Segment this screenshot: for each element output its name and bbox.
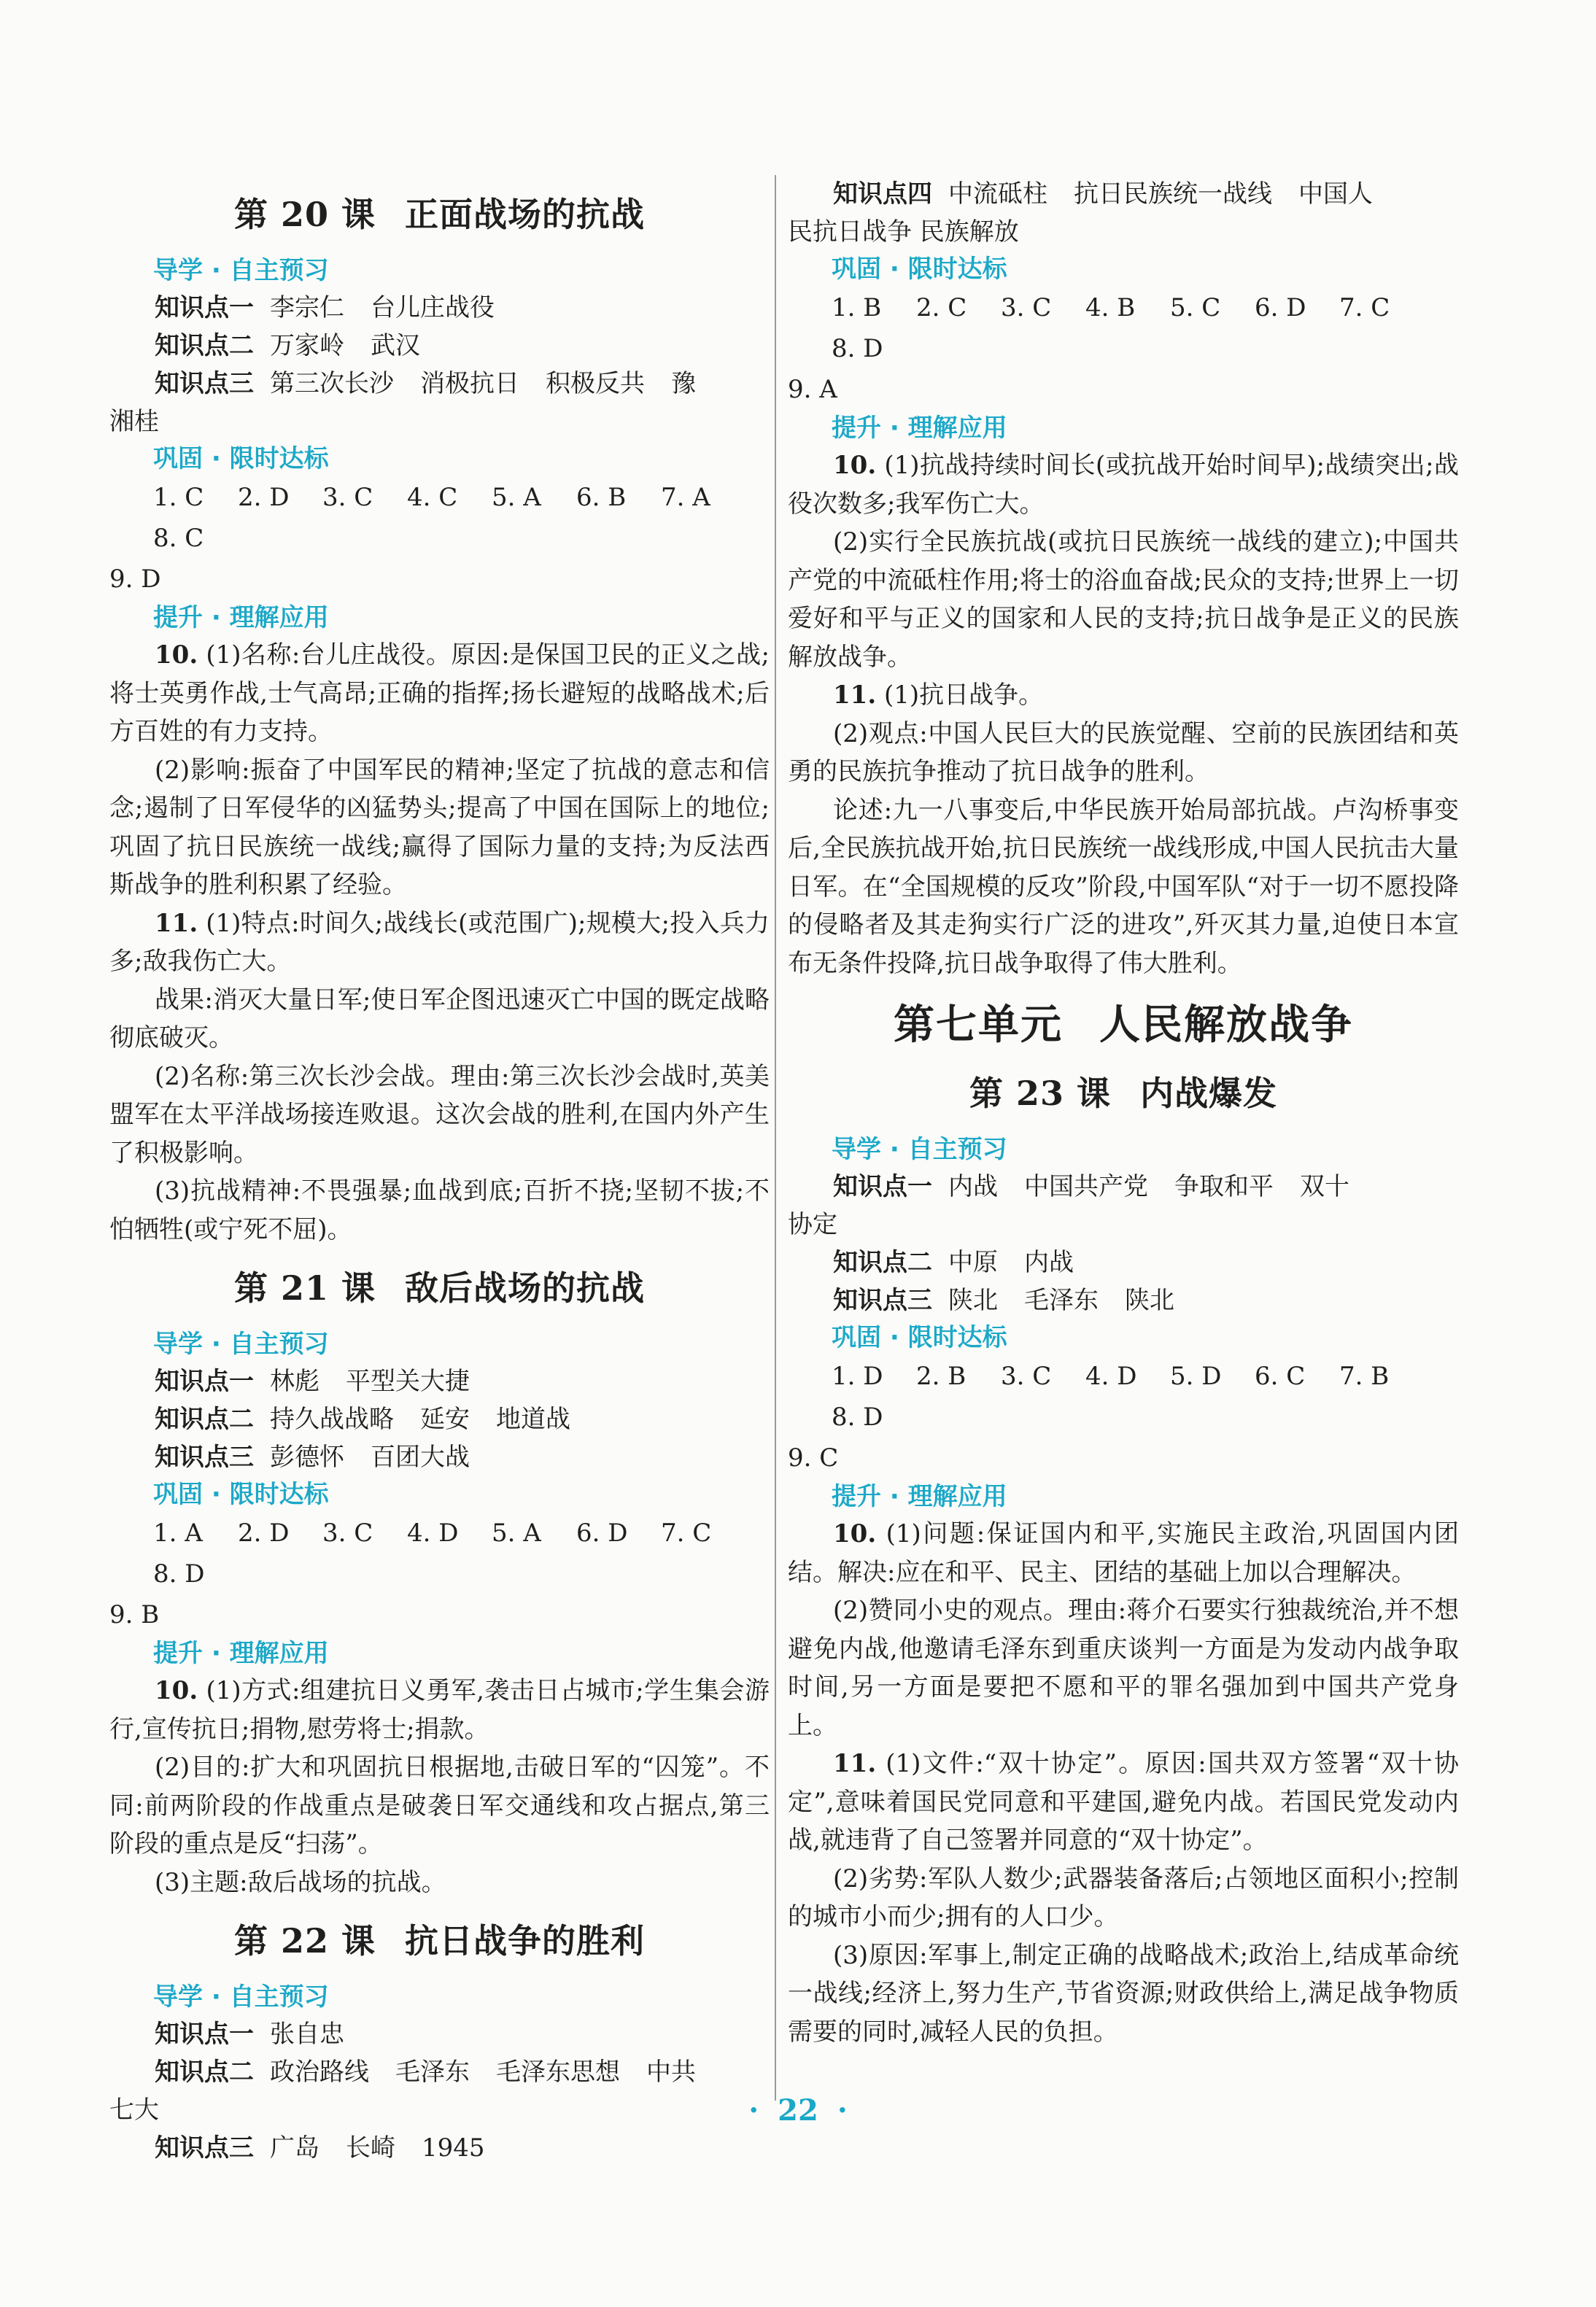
knowledge-point: 知识点二 政治路线 毛泽东 毛泽东思想 中共	[155, 2058, 696, 2087]
lesson-number: 第 20 课	[233, 195, 376, 234]
knowledge-point: 知识点二 持久战战略 延安 地道战	[155, 1405, 570, 1434]
knowledge-point-continued: 湘桂	[109, 407, 159, 436]
knowledge-point: 知识点三 广岛 长崎 1945	[155, 2133, 485, 2163]
answer-paragraph: (2)观点:中国人民巨大的民族觉醒、空前的民族团结和英勇的民族抗争推动了抗日战争的胜利。	[788, 718, 1459, 786]
answer-paragraph: 10. (1)问题:保证国内和平,实施民主政治,巩固国内团结。解决:应在和平、民主、团结的基础上加以合理解决。	[788, 1519, 1459, 1587]
section-guide: 导学 · 自主预习	[832, 1135, 1007, 1164]
section-improve: 提升 · 理解应用	[153, 1639, 329, 1668]
answer-row: 1. A 2. D 3. C 4. D 5. A 6. D 7. C8. D	[153, 1519, 712, 1589]
knowledge-point: 知识点三 第三次长沙 消极抗日 积极反共 豫	[155, 369, 696, 398]
answer-paragraph: (2)目的:扩大和巩固抗日根据地,击破日军的“囚笼”。不同:前两阶段的作战重点是破袭日军交通线和攻占据点,第三阶段的重点是反“扫荡”。	[109, 1753, 770, 1858]
answer-paragraph: (2)实行全民族抗战(或抗日民族统一战线的建立);中国共产党的中流砥柱作用;将士的浴血奋战;民众的支持;世界上一切爱好和平与正义的国家和人民的支持;抗日战争是正义的民族解放战争。	[788, 527, 1459, 672]
answer-paragraph: 战果:消灭大量日军;使日军企图迅速灭亡中国的既定战略彻底破灭。	[109, 985, 770, 1052]
section-improve: 提升 · 理解应用	[832, 1482, 1007, 1511]
answer-row: 1. D 2. B 3. C 4. D 5. D 6. C 7. B8. D	[832, 1362, 1390, 1432]
answer-paragraph: (2)赞同小史的观点。理由:蒋介石要实行独裁统治,并不想避免内战,他邀请毛泽东到重庆谈判一方面是为发动内战争取时间,另一方面是要把不愿和平的罪名强加到中国共产党身上。	[788, 1596, 1459, 1740]
section-improve: 提升 · 理解应用	[153, 603, 329, 632]
answer-row-last: 9. A	[788, 375, 837, 404]
answer-paragraph: (3)抗战精神:不畏强暴;血战到底;百折不挠;坚韧不拔;不怕牺牲(或宁死不屈)。	[109, 1176, 770, 1244]
lesson-number: 第 23 课	[969, 1074, 1112, 1113]
section-guide: 导学 · 自主预习	[153, 1982, 329, 2012]
lesson-name: 抗日战争的胜利	[405, 1921, 646, 1961]
answer-row-last: 9. B	[109, 1600, 160, 1629]
knowledge-point: 知识点四 中流砥柱 抗日民族统一战线 中国人	[833, 179, 1373, 209]
page-number: · 22 ·	[748, 2093, 848, 2128]
answer-paragraph: 11. (1)抗日战争。	[833, 681, 1044, 710]
left-column	[109, 175, 770, 2167]
lesson-20-title	[109, 191, 770, 238]
lesson-name: 正面战场的抗战	[405, 195, 646, 234]
knowledge-point: 知识点一 内战 中国共产党 争取和平 双十	[833, 1172, 1349, 1201]
lesson-name: 内战爆发	[1140, 1074, 1278, 1113]
unit-number: 第七单元	[894, 1001, 1063, 1049]
knowledge-point: 知识点一 李宗仁 台儿庄战役	[155, 293, 495, 322]
knowledge-point-continued: 民抗日战争 民族解放	[788, 217, 1019, 247]
answer-paragraph: 10. (1)方式:组建抗日义勇军,袭击日占城市;学生集会游行,宣传抗日;捐物,慰劳将士;捐款。	[109, 1676, 770, 1744]
answer-paragraph: (2)劣势:军队人数少;武器装备落后;占领地区面积小;控制的城市小而少;拥有的人口少。	[788, 1864, 1459, 1931]
knowledge-point-continued: 七大	[109, 2095, 159, 2125]
right-column	[788, 175, 1459, 2051]
knowledge-point: 知识点二 中原 内战	[833, 1248, 1074, 1277]
lesson-number: 第 22 课	[233, 1921, 376, 1961]
section-consolidate: 巩固 · 限时达标	[153, 1480, 329, 1509]
answer-paragraph: (2)名称:第三次长沙会战。理由:第三次长沙会战时,英美盟军在太平洋战场接连败退。这次会战的胜利,在国内外产生了积极影响。	[109, 1061, 770, 1168]
section-improve: 提升 · 理解应用	[832, 414, 1007, 443]
answer-row: 1. B 2. C 3. C 4. B 5. C 6. D 7. C8. D	[832, 293, 1390, 363]
answer-paragraph: (2)影响:振奋了中国军民的精神;坚定了抗战的意志和信念;遏制了日军侵华的凶猛势头;提高了中国在国际上的地位;巩固了抗日民族统一战线;赢得了国际力量的支持;为反法西斯战争的胜利积累了经验。	[109, 755, 770, 899]
lesson-22-title	[109, 1918, 770, 1964]
knowledge-point: 知识点三 陕北 毛泽东 陕北	[833, 1286, 1174, 1315]
knowledge-point: 知识点一 张自忠	[155, 2020, 344, 2049]
answer-paragraph: (3)主题:敌后战场的抗战。	[155, 1867, 446, 1897]
lesson-number: 第 21 课	[233, 1268, 376, 1308]
answer-paragraph: 11. (1)特点:时间久;战线长(或范围广);规模大;投入兵力多;敌我伤亡大。	[109, 908, 770, 976]
unit-name: 人民解放战争	[1099, 1001, 1353, 1049]
unit-7-title	[788, 996, 1459, 1054]
knowledge-point: 知识点二 万家岭 武汉	[155, 331, 420, 360]
answer-paragraph: 11. (1)文件:“双十协定”。原因:国共双方签署“双十协定”,意味着国民党同意和平建国,避免内战。若国民党发动内战,就违背了自己签署并同意的“双十协定”。	[788, 1749, 1459, 1855]
lesson-21-title	[109, 1265, 770, 1311]
lesson-name: 敌后战场的抗战	[405, 1268, 646, 1308]
answer-row-last: 9. C	[788, 1443, 839, 1473]
lesson-23-title	[788, 1070, 1459, 1117]
answer-paragraph: 10. (1)名称:台儿庄战役。原因:是保国卫民的正义之战;将士英勇作战,士气高昂;正确的指挥;扬长避短的战略战术;后方百姓的有力支持。	[109, 640, 770, 746]
section-consolidate: 巩固 · 限时达标	[832, 255, 1007, 284]
section-consolidate: 巩固 · 限时达标	[832, 1323, 1007, 1352]
section-consolidate: 巩固 · 限时达标	[153, 444, 329, 473]
section-guide: 导学 · 自主预习	[153, 1330, 329, 1359]
answer-row-last: 9. D	[109, 565, 161, 594]
knowledge-point: 知识点三 彭德怀 百团大战	[155, 1443, 470, 1472]
answer-row: 1. C 2. D 3. C 4. C 5. A 6. B 7. A8. C	[153, 483, 710, 553]
column-divider	[775, 175, 776, 2101]
knowledge-point: 知识点一 林彪 平型关大捷	[155, 1367, 470, 1396]
section-guide: 导学 · 自主预习	[153, 256, 329, 285]
knowledge-point-continued: 协定	[788, 1210, 837, 1239]
answer-paragraph: (3)原因:军事上,制定正确的战略战术;政治上,结成革命统一战线;经济上,努力生产,节省资源;财政供给上,满足战争物质需要的同时,减轻人民的负担。	[788, 1940, 1459, 2047]
answer-paragraph: 10. (1)抗战持续时间长(或抗战开始时间早);战绩突出;战役次数多;我军伤亡大。	[788, 451, 1459, 519]
answer-paragraph: 论述:九一八事变后,中华民族开始局部抗战。卢沟桥事变后,全民族抗战开始,抗日民族统一战线形成,中国人民抗击大量日军。在“全国规模的反攻”阶段,中国军队“对于一切不愿投降的侵略者及其走狗实行广泛的进攻”,歼灭其力量,迫使日本宣布无条件投降,抗日战争取得了伟大胜利。	[788, 795, 1459, 978]
